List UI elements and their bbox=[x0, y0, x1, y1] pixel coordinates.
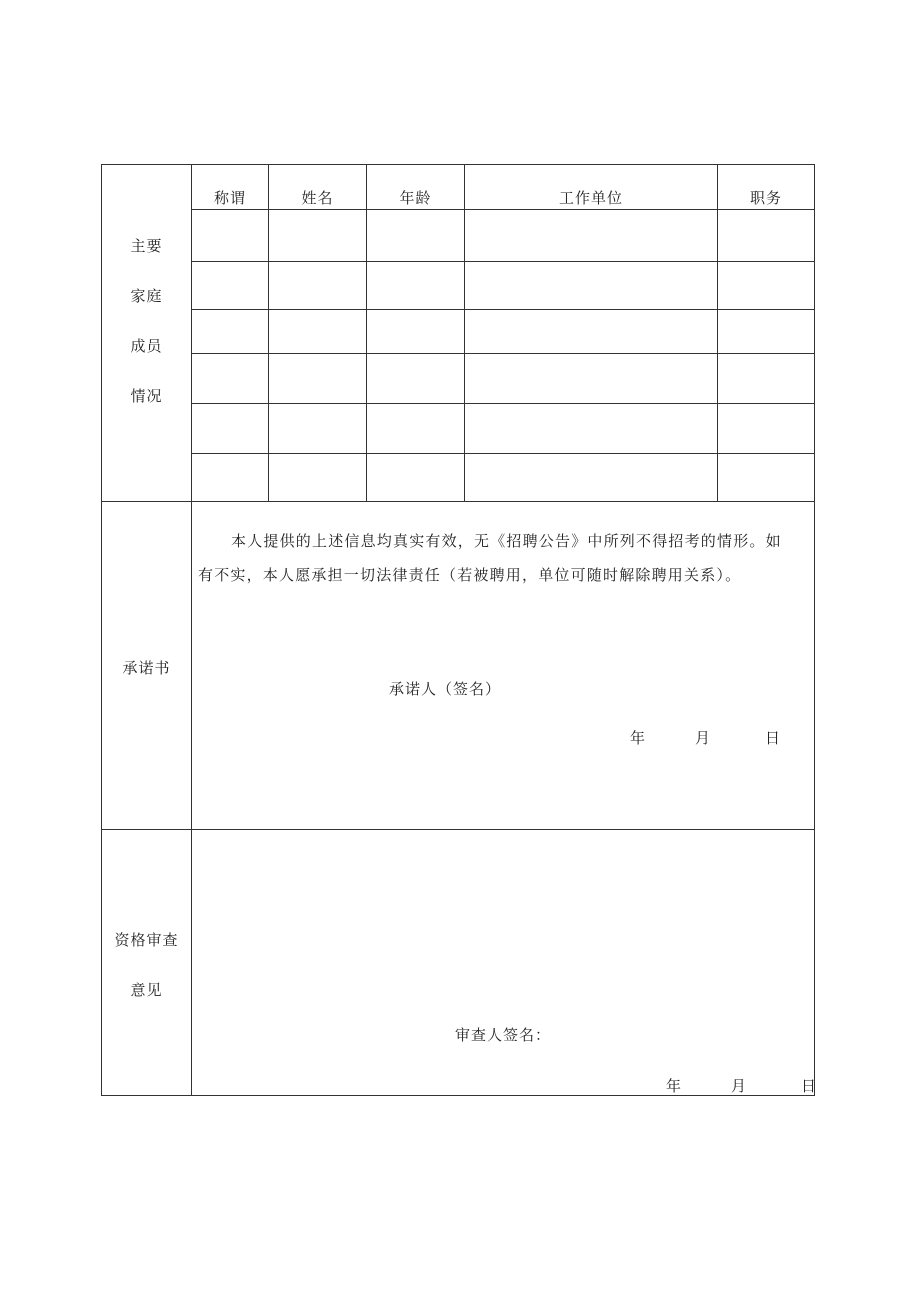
review-date-year: 年 bbox=[666, 1077, 683, 1095]
pledge-signer: 承诺人（签名） bbox=[389, 680, 502, 698]
review-label-line-1: 资格审查 bbox=[114, 931, 179, 949]
section-separator-pledge bbox=[102, 501, 814, 502]
header-workplace: 工作单位 bbox=[558, 189, 623, 207]
divider-col-2 bbox=[366, 165, 367, 502]
pledge-date-year: 年 bbox=[630, 729, 647, 747]
family-label-line-2: 家庭 bbox=[130, 287, 163, 305]
header-position: 职务 bbox=[749, 189, 782, 207]
header-relation: 称谓 bbox=[213, 189, 246, 207]
divider-col-4 bbox=[717, 165, 718, 502]
row-line-2 bbox=[191, 261, 814, 262]
family-and-pledge-form bbox=[101, 164, 818, 1096]
row-line-4 bbox=[191, 353, 814, 354]
pledge-date-month: 月 bbox=[695, 729, 712, 747]
pledge-label: 承诺书 bbox=[122, 659, 171, 677]
family-label-line-3: 成员 bbox=[130, 337, 163, 355]
review-date-month: 月 bbox=[731, 1077, 748, 1095]
pledge-text-line-1: 本人提供的上述信息均真实有效，无《招聘公告》中所列不得招考的情形。如 bbox=[231, 532, 782, 550]
divider-col-3 bbox=[464, 165, 465, 502]
row-line-6 bbox=[191, 453, 814, 454]
pledge-date-day: 日 bbox=[765, 729, 782, 747]
header-name: 姓名 bbox=[301, 189, 334, 207]
reviewer-signature: 审查人签名： bbox=[455, 1026, 552, 1044]
family-label-line-1: 主要 bbox=[130, 237, 163, 255]
divider-label-column bbox=[191, 165, 192, 1096]
review-date-day: 日 bbox=[801, 1077, 818, 1095]
divider-col-1 bbox=[268, 165, 269, 502]
section-separator-review bbox=[102, 829, 814, 830]
family-label-line-4: 情况 bbox=[130, 387, 163, 405]
review-label-line-2: 意见 bbox=[130, 981, 163, 999]
pledge-text-line-2: 有不实，本人愿承担一切法律责任（若被聘用，单位可随时解除聘用关系）。 bbox=[198, 566, 742, 584]
header-age: 年龄 bbox=[399, 189, 432, 207]
row-line-3 bbox=[191, 309, 814, 310]
row-line-1 bbox=[191, 209, 814, 210]
row-line-5 bbox=[191, 403, 814, 404]
